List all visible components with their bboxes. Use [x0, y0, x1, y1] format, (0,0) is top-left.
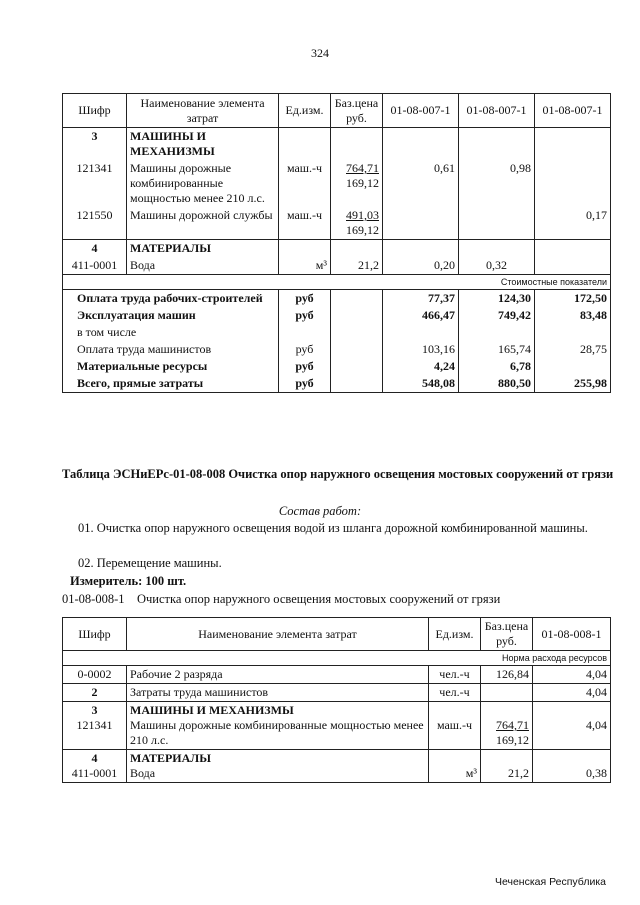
price-base: 169,12 [496, 733, 529, 747]
row-unit: чел.-ч [429, 666, 481, 684]
resource-table-01-08-008 [62, 617, 611, 783]
section-title: МАТЕРИАЛЫ [130, 751, 211, 765]
price-base: 169,12 [346, 176, 379, 190]
row-name: Вода [127, 257, 279, 275]
header-name: Наименование элемента затрат [127, 618, 429, 651]
footer-region: Чеченская Республика [495, 876, 606, 888]
composition-heading: Состав работ: [278, 504, 362, 518]
header-col1: 01-08-007-1 [383, 94, 459, 128]
cost-unit: руб [279, 358, 331, 375]
header-col1: 01-08-008-1 [533, 618, 611, 651]
row-price [481, 684, 533, 702]
cost-row [63, 307, 611, 324]
norm-label-row [63, 651, 611, 666]
table-row [63, 684, 611, 702]
row-unit: маш.-ч [279, 207, 331, 240]
header-code: Шифр [63, 618, 127, 651]
meter-unit: Измеритель: 100 шт. [70, 574, 187, 588]
row-code: 121341 [63, 160, 127, 207]
table-row [63, 702, 611, 750]
cost-name: Всего, прямые затраты [63, 375, 279, 393]
header-price: Баз.цена руб. [331, 94, 383, 128]
header-unit: Ед.изм. [429, 618, 481, 651]
section-number: 3 [91, 703, 98, 717]
table-row [63, 207, 611, 240]
cost-row [63, 324, 611, 341]
row-value-1 [383, 207, 459, 240]
cost-value-1: 77,37 [383, 290, 459, 308]
row-value-3: 0,17 [535, 207, 611, 240]
row-price: 126,84 [481, 666, 533, 684]
row-value-2 [459, 207, 535, 240]
cost-name: Эксплуатация машин [63, 307, 279, 324]
section-row-machines [63, 128, 611, 161]
row-value: 0,38 [533, 750, 611, 783]
section-title: МАТЕРИАЛЫ [127, 240, 279, 258]
row-unit: маш.-ч [429, 702, 481, 750]
row-code-value: 121341 [76, 718, 113, 732]
row-value-3 [535, 160, 611, 207]
row-name: Рабочие 2 разряда [127, 666, 429, 684]
cost-value-1: 103,16 [383, 341, 459, 358]
cost-value-1: 4,24 [383, 358, 459, 375]
cost-indicators-label-row [63, 275, 611, 290]
cost-name: Оплата труда рабочих-строителей [63, 290, 279, 308]
section-number: 4 [63, 240, 127, 258]
cost-value-2: 6,78 [459, 358, 535, 375]
row-value-3 [535, 257, 611, 275]
cost-unit: руб [279, 341, 331, 358]
row-price [481, 702, 533, 750]
row-value-1: 0,61 [383, 160, 459, 207]
resource-table-01-08-007 [62, 93, 611, 393]
row-value: 4,04 [533, 702, 611, 750]
cost-unit: руб [279, 307, 331, 324]
cost-value-1: 548,08 [383, 375, 459, 393]
table-header-row [63, 94, 611, 128]
cost-row [63, 341, 611, 358]
row-value: 4,04 [533, 684, 611, 702]
row-code: 121550 [63, 207, 127, 240]
table-row [63, 257, 611, 275]
header-unit: Ед.изм. [279, 94, 331, 128]
cost-value-1: 466,47 [383, 307, 459, 324]
row-code [63, 702, 127, 750]
row-name-value: Машины дорожные комбинированные мощностью менее 210 л.с. [130, 718, 424, 747]
cost-row [63, 290, 611, 308]
price-current: 764,71 [346, 161, 379, 175]
work-item-2: 02. Перемещение машины. [78, 556, 222, 570]
row-price [331, 160, 383, 207]
cost-value-3: 28,75 [535, 341, 611, 358]
section-title: МАШИНЫ И МЕХАНИЗМЫ [127, 128, 279, 161]
work-item-1: 01. Очистка опор наружного освещения водой из шланга дорожной комбинированной машины. [78, 521, 588, 535]
row-code: 0-0002 [63, 666, 127, 684]
row-name [127, 702, 429, 750]
section-number: 3 [63, 128, 127, 161]
cost-value-2: 749,42 [459, 307, 535, 324]
price-current: 764,71 [496, 718, 529, 732]
table-title: Таблица ЭСНиЕРс-01-08-008 Очистка опор наружного освещения мостовых сооружений от грязи [62, 467, 614, 481]
row-price: 21,2 [331, 257, 383, 275]
row-name: Машины дорожной службы [127, 207, 279, 240]
row-value: 4,04 [533, 666, 611, 684]
cost-unit: руб [279, 290, 331, 308]
table-header-row [63, 618, 611, 651]
row-value-1: 0,20 [383, 257, 459, 275]
table-row [63, 160, 611, 207]
cost-name: Материальные ресурсы [63, 358, 279, 375]
section-title: МАШИНЫ И МЕХАНИЗМЫ [130, 703, 294, 717]
row-unit: маш.-ч [279, 160, 331, 207]
norm-label: Норма расхода ресурсов [63, 651, 611, 666]
cost-value-2: 880,50 [459, 375, 535, 393]
norm-subtitle: 01-08-008-1 Очистка опор наружного освещения мостовых сооружений от грязи [62, 592, 501, 606]
cost-name: в том числе [63, 324, 279, 341]
row-name [127, 750, 429, 783]
row-value-2: 0,98 [459, 160, 535, 207]
header-code: Шифр [63, 94, 127, 128]
section-number: 4 [91, 751, 98, 765]
cost-value-2: 165,74 [459, 341, 535, 358]
cost-row [63, 358, 611, 375]
header-name: Наименование элемента затрат [127, 94, 279, 128]
price-current: 491,03 [346, 208, 379, 222]
row-price [331, 207, 383, 240]
cost-value-3: 83,48 [535, 307, 611, 324]
row-code-value: 411-0001 [71, 766, 118, 780]
row-unit: чел.-ч [429, 684, 481, 702]
header-col3: 01-08-007-1 [535, 94, 611, 128]
row-unit: м³ [279, 257, 331, 275]
header-col2: 01-08-007-1 [459, 94, 535, 128]
header-price: Баз.цена руб. [481, 618, 533, 651]
table-row [63, 666, 611, 684]
row-code [63, 750, 127, 783]
cost-value-3: 172,50 [535, 290, 611, 308]
price-base: 169,12 [346, 223, 379, 237]
row-name: Затраты труда машинистов [127, 684, 429, 702]
row-code: 411-0001 [63, 257, 127, 275]
row-value-2: 0,32 [459, 257, 535, 275]
cost-value-3 [535, 358, 611, 375]
cost-unit: руб [279, 375, 331, 393]
cost-name: Оплата труда машинистов [63, 341, 279, 358]
row-unit: м³ [429, 750, 481, 783]
cost-row [63, 375, 611, 393]
row-price: 21,2 [481, 750, 533, 783]
table-row [63, 750, 611, 783]
row-code: 2 [63, 684, 127, 702]
row-name-value: Вода [130, 766, 156, 780]
cost-value-2: 124,30 [459, 290, 535, 308]
cost-value-3: 255,98 [535, 375, 611, 393]
page-number: 324 [311, 46, 329, 60]
cost-indicators-label: Стоимостные показатели [63, 275, 611, 290]
row-name: Машины дорожные комбинированные мощностью менее 210 л.с. [127, 160, 279, 207]
section-row-materials [63, 240, 611, 258]
